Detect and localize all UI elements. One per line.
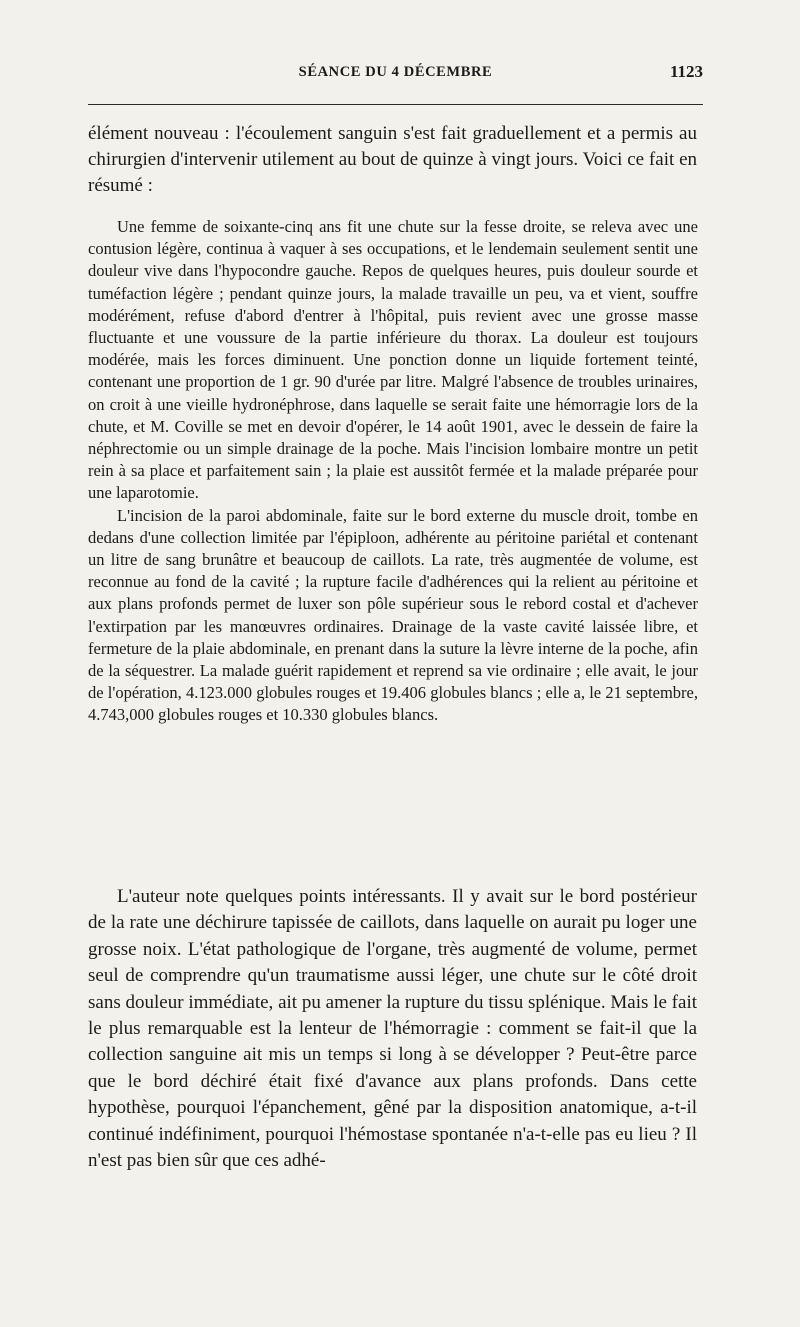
case-paragraph-2: L'incision de la paroi abdominale, faite sur le bord externe du muscle droit, tombe en dedans d'une collection limitée par l'épiploon, adhérente au péritoine pariétal et contenant un litre de sang brunâtre et beaucoup de caillots. La rate, très augmentée de volume, est reconnue au fond de la cavité ; la rupture facile d'adhérences qui la relient au péritoine et aux plans profonds permet de luxer son pôle supérieur sous le rebord costal et d'achever l'extirpation par les manœuvres ordinaires. Drainage de la vaste cavité laissée libre, et fermeture de la plaie abdominale, en prenant dans la suture la lèvre interne de la poche, afin de la séquestrer. La malade guérit rapidement et reprend sa vie ordinaire ; elle avait, le jour de l'opération, 4.123.000 globules rouges et 19.406 globules blancs ; elle a, le 21 septembre, 4.743,000 globules rouges et 10.330 globules blancs. [88,505,698,725]
page-number: 1123 [669,62,703,81]
page-header [88,62,703,92]
discussion-paragraph: L'auteur note quelques points intéressants. Il y avait sur le bord postérieur de la rate une déchirure tapissée de caillots, dans laquelle on aurait pu loger une grosse noix. L'état pathologique de l'organe, très augmenté de volume, permet seul de comprendre qu'un traumatisme aussi léger, une chute sur le côté droit sans douleur immédiate, ait pu amener la rupture du tissu splénique. Mais le fait le plus remarquable est la lenteur de l'hémorragie : comment se fait-il que la collection sanguine ait mis un temps si long à se développer ? Peut-être parce que le bord déchiré était fixé d'avance aux plans profonds. Dans cette hypothèse, pourquoi l'épanchement, gêné par la disposition anatomique, a-t-il continué indéfiniment, pourquoi l'hémostase spontanée n'a-t-elle pas eu lieu ? Il n'est pas bien sûr que ces adhé- [88,886,697,1172]
intro-paragraph: élément nouveau : l'écoulement sanguin s'est fait graduellement et a permis au chirurgien d'intervenir utilement au bout de quinze à vingt jours. Voici ce fait en résumé : [88,123,697,196]
case-paragraph-1: Une femme de soixante-cinq ans fit une chute sur la fesse droite, se releva avec une contusion légère, continua à vaquer à ses occupations, et le lendemain seulement sentit une douleur vive dans l'hypocondre gauche. Repos de quelques heures, puis douleur sourde et tuméfaction légère ; pendant quinze jours, la malade travaille un peu, va et vient, souffre modérément, refuse d'abord d'entrer à l'hôpital, puis revient avec une grosse masse fluctuante et une voussure de la partie inférieure du thorax. La douleur est toujours modérée, mais les forces diminuent. Une ponction donne un liquide fortement teinté, contenant une proportion de 1 gr. 90 d'urée par litre. Malgré l'absence de troubles urinaires, on croit à une vieille hydronéphrose, dans laquelle se serait faite une hémorragie lors de la chute, et M. Coville se met en devoir d'opérer, le 14 août 1901, avec le dessein de faire la néphrectomie ou un simple drainage de la poche. Mais l'incision lombaire montre un petit rein à sa place et parfaitement sain ; la plaie est aussitôt fermée et la malade préparée pour une laparotomie. [88,217,698,503]
header-rule [88,104,703,105]
running-title: SÉANCE DU 4 DÉCEMBRE [298,64,493,80]
case-summary [88,216,698,727]
